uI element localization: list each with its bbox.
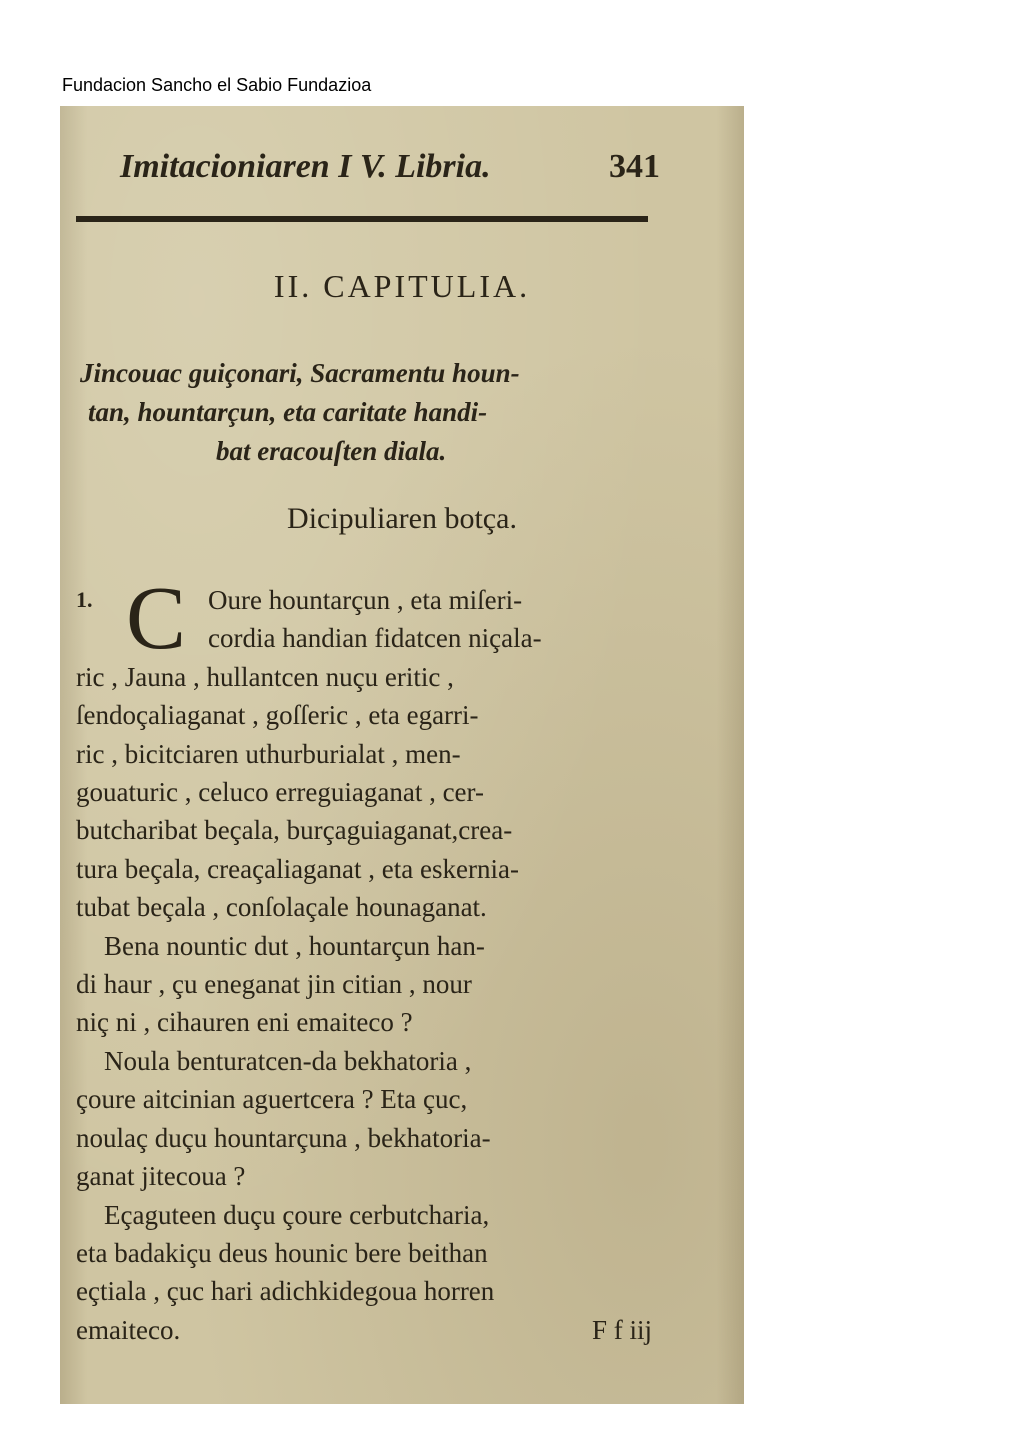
text-line: tura beçala, creaçaliaganat , eta eskernia- [76, 853, 519, 884]
text-line: Noula benturatcen-da bekhatoria , [104, 1045, 472, 1076]
watermark-text: Fundacion Sancho el Sabio Fundazioa [62, 75, 372, 95]
summary-line: bat eracouſten diala. [216, 436, 447, 466]
text-line: ſendoçaliaganat , goſſeric , eta egarri- [76, 700, 479, 731]
text-line: Eçaguteen duçu çoure cerbutcharia, [104, 1199, 490, 1230]
body-text [76, 569, 652, 1349]
last-line-text: emaiteco. [76, 1314, 181, 1345]
text-line: eta badakiçu deus hounic bere beithan [76, 1237, 488, 1268]
section-heading: Dicipuliaren botça. [287, 502, 517, 535]
text-line: di haur , çu eneganat jin citian , nour [76, 969, 472, 1000]
page-number: 341 [609, 148, 660, 185]
text-line: Oure hountarçun , eta miſeri- [208, 585, 523, 615]
text-line: çoure aitcinian aguertcera ? Eta çuc, [76, 1084, 468, 1115]
text-line: ric , Jauna , hullantcen nuçu eritic , [76, 661, 454, 692]
text-line: gouaturic , celuco erreguiaganat , cer- [76, 777, 484, 808]
scanned-page [60, 106, 744, 1404]
running-head-title: Imitacioniaren I V. Libria. [120, 148, 491, 185]
text-line: ganat jitecoua ? [76, 1161, 246, 1192]
text-line: cordia handian fidatcen niçala- [208, 623, 542, 654]
text-line: Bena nountic dut , hountarçun han- [104, 930, 485, 961]
signature-mark: F f iij [591, 1314, 652, 1345]
summary-line: tan, hountarçun, eta caritate handi- [88, 397, 488, 427]
text-line: eçtiala , çuc hari adichkidegoua horren [76, 1276, 495, 1307]
text-line: niç ni , cihauren eni emaiteco ? [76, 1007, 413, 1038]
summary-line: Jincouac guiçonari, Sacramentu houn- [80, 358, 520, 388]
text-line: ric , bicitciaren uthurburialat , men- [76, 738, 461, 769]
running-head [120, 148, 660, 186]
chapter-summary [80, 354, 660, 471]
chapter-heading: II. CAPITULIA. [273, 268, 531, 304]
text-line: noulaç duçu hountarçuna , bekhatoria- [76, 1122, 491, 1153]
text-line [76, 1311, 652, 1349]
drop-cap: C [126, 569, 187, 668]
text-line: butcharibat beçala, burçaguiaganat,crea- [76, 815, 513, 846]
text-line: tubat beçala , conſolaçale hounaganat. [76, 892, 487, 923]
paragraph-number: 1. [76, 587, 93, 612]
header-rule [76, 216, 648, 222]
